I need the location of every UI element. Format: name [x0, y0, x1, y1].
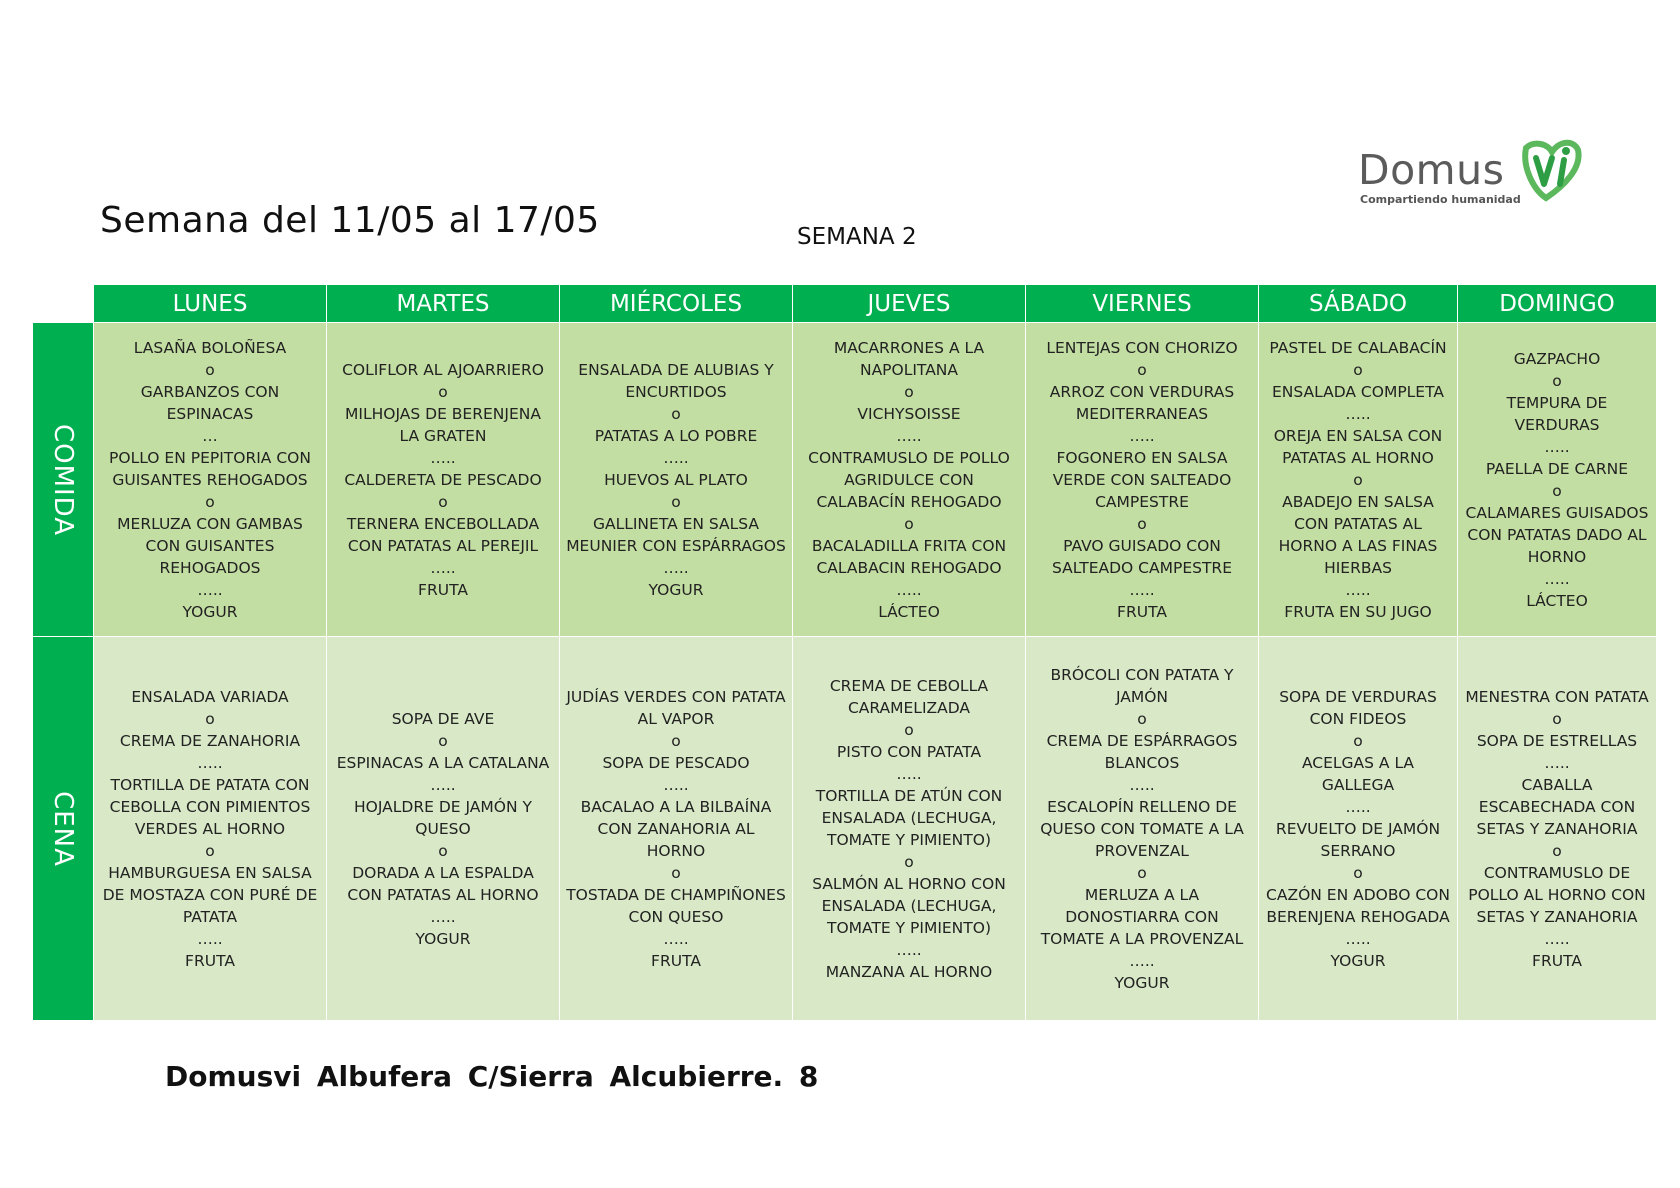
- menu-line: …..: [197, 929, 223, 948]
- menu-line: o: [1137, 514, 1147, 533]
- menu-line: …..: [1345, 404, 1371, 423]
- menu-line: HUEVOS AL PLATO: [604, 470, 748, 489]
- menu-line: o: [1552, 709, 1562, 728]
- domusvi-logo: [1358, 130, 1588, 210]
- menu-line: PATATAS A LO POBRE: [594, 426, 758, 445]
- menu-line: o: [1353, 863, 1363, 882]
- menu-line: o: [1353, 470, 1363, 489]
- menu-line: PAELLA DE CARNE: [1485, 459, 1629, 478]
- menu-line: o: [1353, 360, 1363, 379]
- menu-line: MANZANA AL HORNO: [825, 962, 993, 981]
- menu-line: CALAMARES GUISADOS CON PATATAS DADO AL HORNO: [1465, 503, 1649, 566]
- menu-line: o: [1137, 863, 1147, 882]
- menu-line: o: [904, 514, 914, 533]
- menu-cell: [560, 637, 792, 1020]
- menu-line: OREJA EN SALSA CON PATATAS AL HORNO: [1273, 426, 1443, 467]
- menu-line: ENSALADA VARIADA: [131, 687, 289, 706]
- menu-line: BACALAO A LA BILBAÍNA CON ZANAHORIA AL HORNO: [580, 797, 772, 860]
- menu-line: ENSALADA COMPLETA: [1272, 382, 1444, 401]
- menu-line: o: [205, 709, 215, 728]
- table-corner: [33, 284, 93, 322]
- vi-heart-icon: [1516, 138, 1586, 202]
- menu-line: o: [205, 841, 215, 860]
- meal-label-text: CENA: [48, 790, 79, 867]
- menu-line: …..: [663, 448, 689, 467]
- menu-line: SOPA DE AVE: [391, 709, 495, 728]
- menu-line: CAZÓN EN ADOBO CON BERENJENA REHOGADA: [1266, 885, 1450, 926]
- menu-line: …..: [1345, 580, 1371, 599]
- menu-line: …..: [197, 753, 223, 772]
- day-header: DOMINGO: [1458, 284, 1656, 322]
- residence-address: Domusvi Albufera C/Sierra Alcubierre. 8: [165, 1060, 819, 1093]
- menu-cell: [793, 323, 1025, 636]
- menu-line: o: [1137, 360, 1147, 379]
- menu-line: …..: [1345, 797, 1371, 816]
- menu-line: HAMBURGUESA EN SALSA DE MOSTAZA CON PURÉ DE PATATA: [102, 863, 318, 926]
- menu-line: FRUTA: [185, 951, 235, 970]
- day-header: JUEVES: [793, 284, 1025, 322]
- menu-line: FOGONERO EN SALSA VERDE CON SALTEADO CAMPESTRE: [1052, 448, 1232, 511]
- menu-cell: [1026, 637, 1258, 1020]
- menu-line: FRUTA EN SU JUGO: [1284, 602, 1432, 621]
- menu-line: BRÓCOLI CON PATATA Y JAMÓN: [1050, 665, 1234, 706]
- menu-line: o: [1137, 709, 1147, 728]
- logo-brand: Domus: [1358, 146, 1505, 194]
- day-header: VIERNES: [1026, 284, 1258, 322]
- menu-line: PASTEL DE CALABACÍN: [1269, 338, 1447, 357]
- menu-line: POLLO EN PEPITORIA CON GUISANTES REHOGADOS: [109, 448, 311, 489]
- menu-line: …..: [1129, 580, 1155, 599]
- menu-line: CALDERETA DE PESCADO: [344, 470, 542, 489]
- menu-line: o: [904, 852, 914, 871]
- menu-line: FRUTA: [1117, 602, 1167, 621]
- menu-line: YOGUR: [415, 929, 471, 948]
- menu-line: o: [671, 863, 681, 882]
- week-title: Semana del 11/05 al 17/05: [100, 200, 600, 241]
- menu-cell: [94, 323, 326, 636]
- menu-cell: [327, 323, 559, 636]
- menu-line: COLIFLOR AL AJOARRIERO: [342, 360, 544, 379]
- menu-line: o: [438, 731, 448, 750]
- menu-line: …..: [1129, 426, 1155, 445]
- menu-line: BACALADILLA FRITA CON CALABACIN REHOGADO: [811, 536, 1007, 577]
- menu-line: FRUTA: [1532, 951, 1582, 970]
- menu-line: DORADA A LA ESPALDA CON PATATAS AL HORNO: [347, 863, 539, 904]
- logo-tagline: Compartiendo humanidad: [1360, 193, 1521, 206]
- menu-line: o: [1353, 731, 1363, 750]
- menu-line: MERLUZA A LA DONOSTIARRA CON TOMATE A LA PROVENZAL: [1040, 885, 1244, 948]
- menu-line: SOPA DE ESTRELLAS: [1476, 731, 1638, 750]
- menu-line: YOGUR: [648, 580, 704, 599]
- menu-line: CREMA DE ESPÁRRAGOS BLANCOS: [1046, 731, 1238, 772]
- menu-line: …..: [663, 929, 689, 948]
- menu-line: …..: [1345, 929, 1371, 948]
- menu-line: HOJALDRE DE JAMÓN Y QUESO: [354, 797, 532, 838]
- menu-line: LENTEJAS CON CHORIZO: [1046, 338, 1238, 357]
- menu-line: SALMÓN AL HORNO CON ENSALADA (LECHUGA, TOMATE Y PIMIENTO): [812, 874, 1006, 937]
- menu-line: CREMA DE ZANAHORIA: [119, 731, 301, 750]
- menu-line: TORTILLA DE ATÚN CON ENSALADA (LECHUGA, TOMATE Y PIMIENTO): [815, 786, 1003, 849]
- menu-line: ACELGAS A LA GALLEGA: [1301, 753, 1415, 794]
- meal-label-text: COMIDA: [48, 423, 79, 536]
- menu-line: LASAÑA BOLOÑESA: [133, 338, 287, 357]
- menu-line: VICHYSOISSE: [857, 404, 961, 423]
- menu-line: GARBANZOS CON ESPINACAS: [140, 382, 280, 423]
- menu-line: ENSALADA DE ALUBIAS Y ENCURTIDOS: [578, 360, 774, 401]
- menu-line: …..: [1544, 437, 1570, 456]
- menu-line: …..: [1129, 775, 1155, 794]
- menu-cell: [560, 323, 792, 636]
- menu-line: …..: [1544, 569, 1570, 588]
- menu-line: MERLUZA CON GAMBAS CON GUISANTES REHOGADOS: [117, 514, 303, 577]
- menu-line: YOGUR: [182, 602, 238, 621]
- menu-line: o: [438, 841, 448, 860]
- menu-line: …..: [896, 580, 922, 599]
- menu-line: o: [671, 492, 681, 511]
- menu-line: JUDÍAS VERDES CON PATATA AL VAPOR: [566, 687, 786, 728]
- menu-cell: [1458, 637, 1656, 1020]
- menu-line: CABALLA ESCABECHADA CON SETAS Y ZANAHORIA: [1476, 775, 1638, 838]
- menu-line: o: [205, 492, 215, 511]
- day-header: MARTES: [327, 284, 559, 322]
- menu-line: o: [1552, 371, 1562, 390]
- menu-line: ABADEJO EN SALSA CON PATATAS AL HORNO A LAS FINAS HIERBAS: [1278, 492, 1438, 577]
- menu-line: o: [1552, 481, 1562, 500]
- day-header: LUNES: [94, 284, 326, 322]
- menu-line: …..: [430, 448, 456, 467]
- menu-line: ESPINACAS A LA CATALANA: [336, 753, 550, 772]
- menu-line: MENESTRA CON PATATA: [1465, 687, 1649, 706]
- menu-line: CREMA DE CEBOLLA CARAMELIZADA: [829, 676, 989, 717]
- menu-line: TOSTADA DE CHAMPIÑONES CON QUESO: [566, 885, 786, 926]
- menu-line: REVUELTO DE JAMÓN SERRANO: [1275, 819, 1441, 860]
- menu-line: o: [205, 360, 215, 379]
- menu-cell: [94, 637, 326, 1020]
- menu-line: …..: [1544, 929, 1570, 948]
- day-header: MIÉRCOLES: [560, 284, 792, 322]
- menu-line: ESCALOPÍN RELLENO DE QUESO CON TOMATE A LA PROVENZAL: [1040, 797, 1244, 860]
- menu-line: YOGUR: [1114, 973, 1170, 992]
- meal-label: [33, 637, 93, 1020]
- menu-line: …..: [197, 580, 223, 599]
- menu-line: PAVO GUISADO CON SALTEADO CAMPESTRE: [1052, 536, 1232, 577]
- menu-line: o: [904, 720, 914, 739]
- menu-cell: [1259, 637, 1457, 1020]
- menu-line: MACARRONES A LA NAPOLITANA: [833, 338, 985, 379]
- menu-line: …..: [1129, 951, 1155, 970]
- menu-line: GAZPACHO: [1513, 349, 1601, 368]
- menu-line: …..: [430, 775, 456, 794]
- menu-line: o: [438, 382, 448, 401]
- menu-line: TEMPURA DE VERDURAS: [1506, 393, 1608, 434]
- menu-line: SOPA DE VERDURAS CON FIDEOS: [1279, 687, 1437, 728]
- menu-line: …..: [1544, 753, 1570, 772]
- menu-line: TORTILLA DE PATATA CON CEBOLLA CON PIMIENTOS VERDES AL HORNO: [109, 775, 311, 838]
- menu-cell: [1259, 323, 1457, 636]
- meal-label: [33, 323, 93, 636]
- menu-line: FRUTA: [651, 951, 701, 970]
- menu-line: …: [202, 426, 218, 445]
- menu-line: PISTO CON PATATA: [836, 742, 982, 761]
- menu-line: TERNERA ENCEBOLLADA CON PATATAS AL PEREJIL: [346, 514, 540, 555]
- menu-cell: [1458, 323, 1656, 636]
- menu-line: ARROZ CON VERDURAS MEDITERRANEAS: [1049, 382, 1235, 423]
- menu-line: o: [1552, 841, 1562, 860]
- week-number: SEMANA 2: [797, 224, 917, 250]
- menu-line: YOGUR: [1330, 951, 1386, 970]
- menu-cell: [1026, 323, 1258, 636]
- menu-cell: [793, 637, 1025, 1020]
- menu-line: …..: [896, 940, 922, 959]
- menu-line: SOPA DE PESCADO: [602, 753, 750, 772]
- menu-line: MILHOJAS DE BERENJENA LA GRATEN: [345, 404, 541, 445]
- day-header: SÁBADO: [1259, 284, 1457, 322]
- menu-line: …..: [896, 764, 922, 783]
- menu-line: CONTRAMUSLO DE POLLO AL HORNO CON SETAS Y ZANAHORIA: [1468, 863, 1646, 926]
- menu-line: CONTRAMUSLO DE POLLO AGRIDULCE CON CALABACÍN REHOGADO: [808, 448, 1010, 511]
- menu-line: LÁCTEO: [878, 602, 940, 621]
- menu-line: …..: [430, 558, 456, 577]
- menu-line: …..: [896, 426, 922, 445]
- menu-line: …..: [430, 907, 456, 926]
- menu-line: …..: [663, 775, 689, 794]
- menu-line: o: [438, 492, 448, 511]
- menu-line: FRUTA: [418, 580, 468, 599]
- menu-line: …..: [663, 558, 689, 577]
- menu-line: LÁCTEO: [1526, 591, 1588, 610]
- menu-line: o: [671, 731, 681, 750]
- menu-line: o: [904, 382, 914, 401]
- menu-line: GALLINETA EN SALSA MEUNIER CON ESPÁRRAGOS: [566, 514, 786, 555]
- menu-cell: [327, 637, 559, 1020]
- weekly-menu-table: [33, 284, 1656, 1020]
- menu-line: o: [671, 404, 681, 423]
